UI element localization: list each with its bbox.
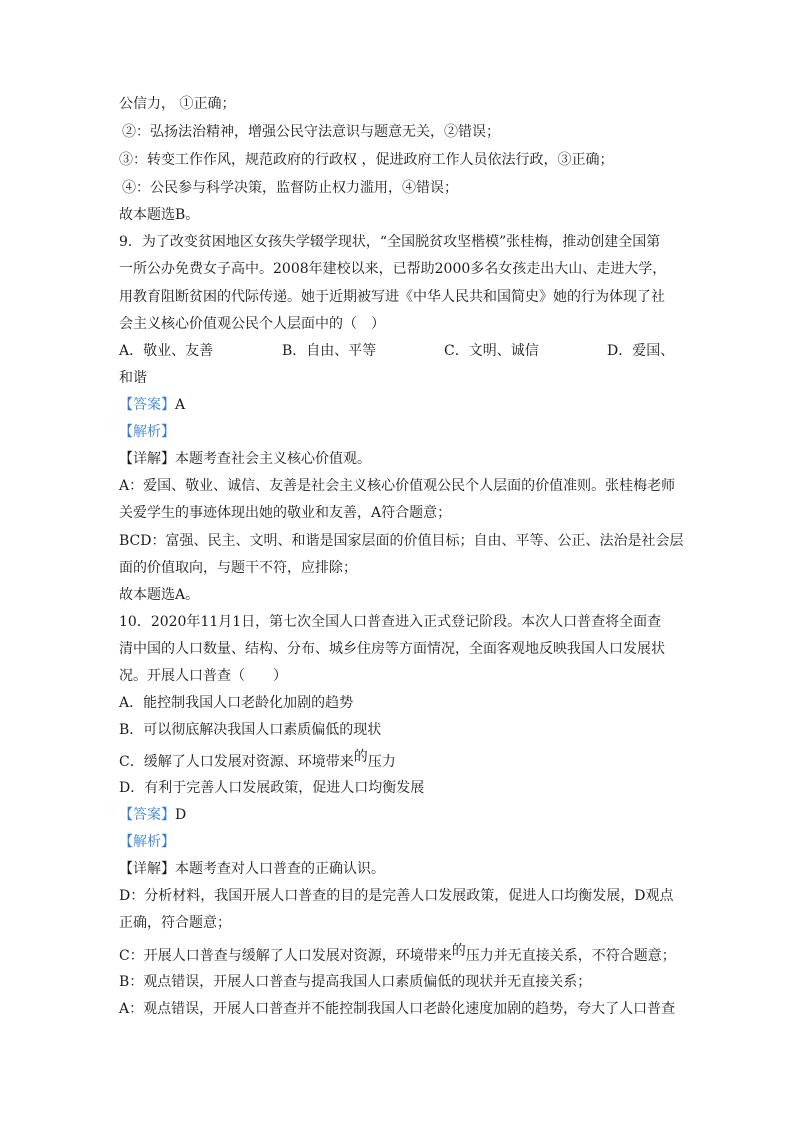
option-c: C．文明、诚信 [444,343,539,359]
option-a: A．能控制我国人口老龄化加剧的趋势 [119,695,354,711]
question-stem-line: 会主义核心价值观公民个人层面中的（ ） [119,316,385,332]
detail-tag: 【详解】 [119,451,175,467]
explanation-line: A：观点错误，开展人口普查并不能控制我国人口老龄化速度加剧的趋势，夸大了人口普查 [119,1001,676,1017]
analysis-tag: 【解析】 [119,834,175,850]
option-d: D．爱国、 [607,343,675,359]
question-stem-line: 10．2020年11月1日，第七次全国人口普查进入正式登记阶段。本次人口普查将全面查 [119,614,662,630]
explanation-line: BCD：富强、民主、文明、和谐是国家层面的价值目标；自由、平等、公正、法治是社会层 [119,533,684,549]
text-line: ③：转变工作作风，规范政府的行政权 ，促进政府工作人员依法行政，③正确； [119,152,614,168]
explanation-line: 面的价值取向，与题干不符，应排除； [119,560,357,576]
answer-line [119,805,186,825]
text-line: 公信力， ①正确； [119,96,236,112]
text-line: 故本题选B。 [119,207,200,223]
explanation-line: A：爱国、敬业、诚信、友善是社会主义核心价值观公民个人层面的价值准则。张桂梅老师 [119,478,676,494]
answer-value: D [175,807,187,823]
answer-tag: 【答案】 [119,397,175,413]
answer-line [119,395,185,415]
explanation-line: 正确，符合题意； [119,915,231,931]
explanation-line: D：分析材料，我国开展人口普查的目的是完善人口发展政策，促进人口均衡发展，D观点 [119,888,674,904]
option-a: A．敬业、友善 [119,343,214,359]
explanation-line: 故本题选A。 [119,587,200,603]
question-stem-line: 清中国的人口数量、结构、分布、城乡住房等方面情况，全面客观地反映我国人口发展状 [119,641,665,657]
question-stem-line: 一所公办免费女子高中。2008年建校以来，已帮助2000多名女孩走出大山、走进大学， [119,261,667,277]
question-stem-line: 况。开展人口普查（ ） [119,668,287,684]
detail-intro: 本题考查对人口普查的正确认识。 [175,861,385,877]
text-line: ④：公民参与科学决策，监督防止权力滥用，④错误； [122,180,458,196]
detail-line [119,859,385,879]
detail-line [119,449,371,469]
explanation-line: C：开展人口普查与缓解了人口发展对资源，环境带来的压力并无直接关系，不符合题意； [119,943,676,964]
question-stem-line: 9．为了改变贫困地区女孩失学辍学现状，“全国脱贫攻坚楷模”张桂梅，推动创建全国第 [119,234,661,250]
explanation-line: 关爱学生的事迹体现出她的敬业和友善，A符合题意； [119,505,452,521]
answer-tag: 【答案】 [119,807,175,823]
analysis-tag: 【解析】 [119,424,175,440]
option-b: B．可以彻底解决我国人口素质偏低的现状 [119,722,382,738]
explanation-line: B：观点错误，开展人口普查与提高我国人口素质偏低的现状并无直接关系； [119,974,592,990]
option-d-wrap: 和谐 [119,370,147,386]
option-b: B．自由、平等 [282,343,377,359]
option-d: D．有利于完善人口发展政策，促进人口均衡发展 [119,780,425,796]
option-c: C．缓解了人口发展对资源、环境带来的压力 [119,749,396,770]
answer-value: A [175,397,186,413]
text-line: ②：弘扬法治精神，增强公民守法意识与题意无关，②错误； [122,124,500,140]
detail-intro: 本题考查社会主义核心价值观。 [175,451,371,467]
question-stem-line: 用教育阻断贫困的代际传递。她于近期被写进《中华人民共和国简史》她的行为体现了社 [119,289,665,305]
detail-tag: 【详解】 [119,861,175,877]
